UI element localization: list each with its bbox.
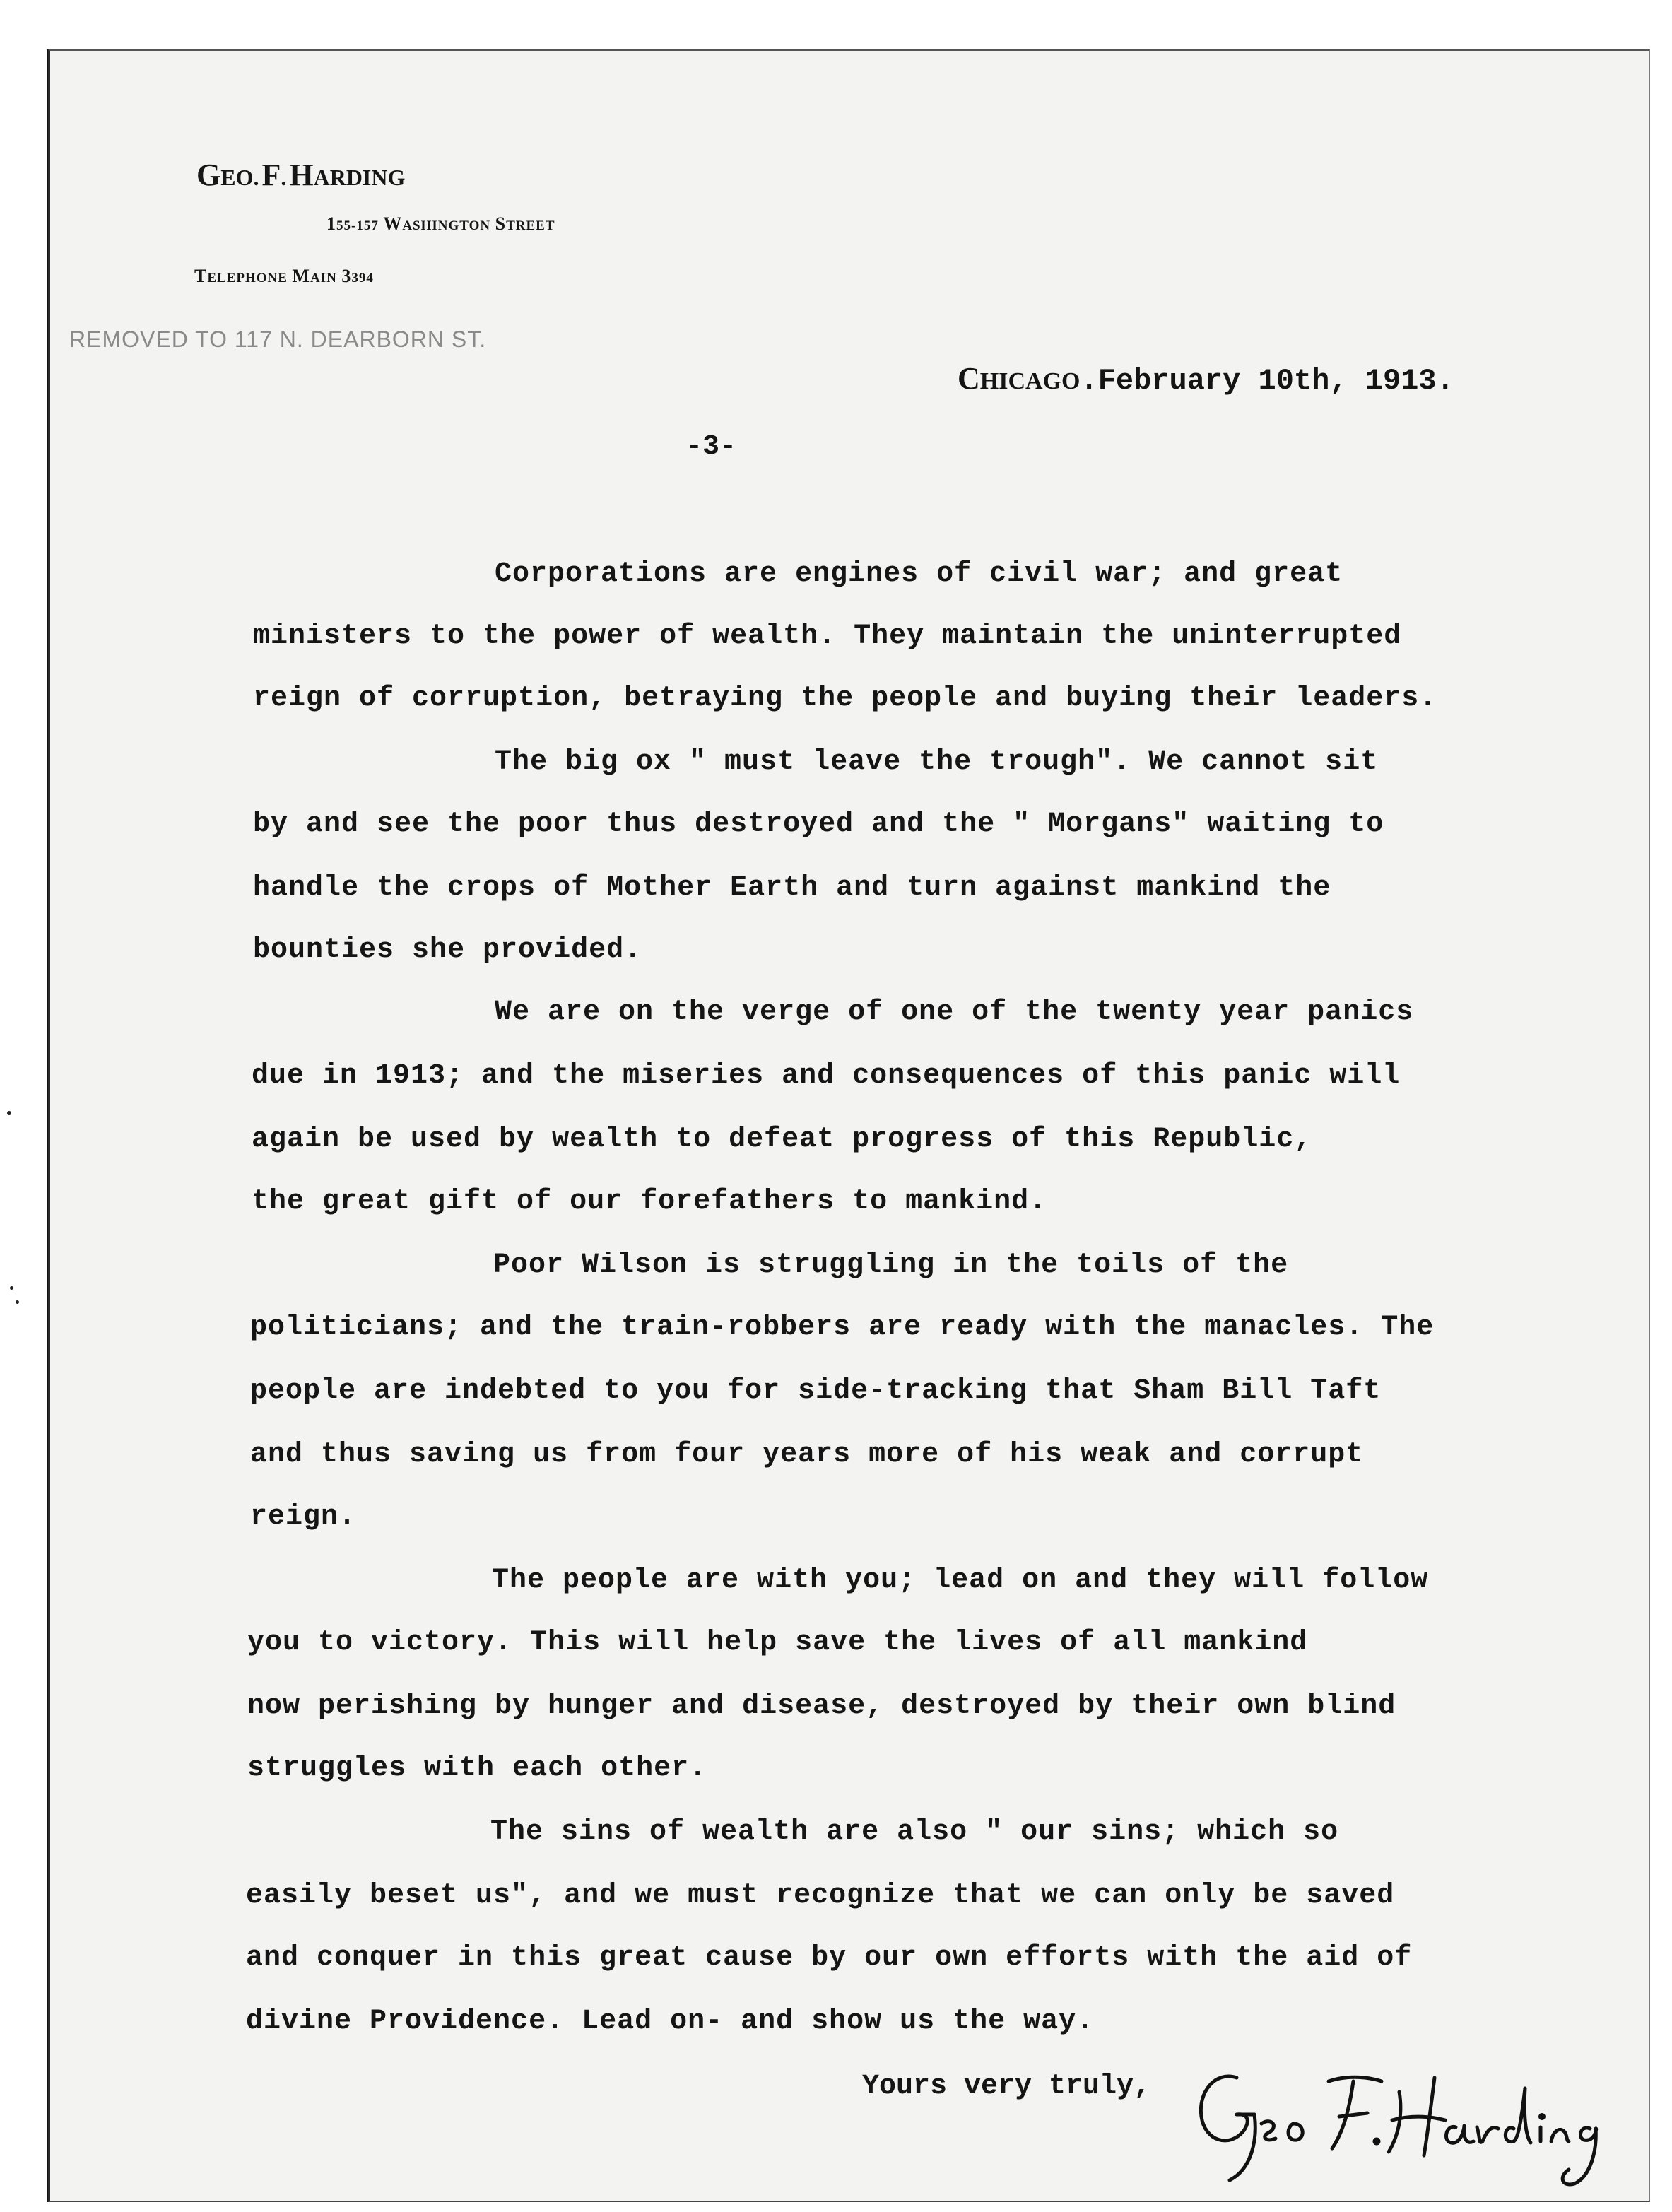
- letterhead-name: GEO. F. HARDING: [196, 158, 406, 192]
- signature: [1187, 2049, 1611, 2191]
- letterhead-address: 155-157 WASHINGTON STREET: [326, 213, 555, 234]
- body-line: again be used by wealth to defeat progress of this Republic,: [252, 1124, 1312, 1155]
- body-line: ministers to the power of wealth. They maintain the uninterrupted: [253, 620, 1402, 652]
- body-line: easily beset us", and we must recognize that we can only be saved: [246, 1880, 1395, 1912]
- body-line: struggles with each other.: [247, 1753, 707, 1784]
- body-line: We are on the verge of one of the twenty year panics: [495, 996, 1414, 1028]
- body-line: due in 1913; and the miseries and consequences of this panic will: [252, 1060, 1401, 1092]
- scan-speck: [7, 1111, 11, 1115]
- body-line: The sins of wealth are also " our sins; which so: [490, 1816, 1339, 1848]
- page-number: -3-: [685, 431, 737, 463]
- date-text: February 10th, 1913.: [1097, 364, 1454, 398]
- body-line: divine Providence. Lead on- and show us the way.: [246, 2006, 1095, 2037]
- body-line: Poor Wilson is struggling in the toils of the: [493, 1249, 1289, 1281]
- date-line: CHICAGO.February 10th, 1913.: [958, 361, 1454, 398]
- body-line: reign.: [250, 1501, 357, 1533]
- body-line: by and see the poor thus destroyed and the " Morgans" waiting to: [253, 808, 1384, 840]
- body-line: now perishing by hunger and disease, destroyed by their own blind: [247, 1690, 1396, 1722]
- closing: Yours very truly,: [862, 2071, 1151, 2102]
- scan-speck: [10, 1286, 13, 1290]
- body-line: and conquer in this great cause by our own efforts with the aid of: [246, 1942, 1413, 1974]
- body-line: Corporations are engines of civil war; and great: [495, 558, 1343, 590]
- body-line: reign of corruption, betraying the people and buying their leaders.: [253, 683, 1437, 714]
- body-line: bounties she provided.: [253, 934, 642, 966]
- body-line: you to victory. This will help save the lives of all mankind: [247, 1627, 1308, 1659]
- body-line: The people are with you; lead on and they will follow: [492, 1565, 1429, 1596]
- city: CHICAGO: [958, 361, 1081, 396]
- body-line: people are indebted to you for side-tracking that Sham Bill Taft: [250, 1375, 1382, 1407]
- body-line: the great gift of our forefathers to mankind.: [252, 1186, 1047, 1218]
- removed-stamp: REMOVED TO 117 N. DEARBORN ST.: [69, 326, 487, 352]
- body-line: politicians; and the train-robbers are ready with the manacles. The: [250, 1312, 1435, 1343]
- body-line: handle the crops of Mother Earth and turn against mankind the: [253, 872, 1331, 904]
- body-line: The big ox " must leave the trough". We cannot sit: [495, 746, 1379, 778]
- letterhead-telephone: TELEPHONE MAIN 3394: [194, 266, 374, 286]
- scan-speck: [16, 1300, 19, 1304]
- body-line: and thus saving us from four years more of his weak and corrupt: [250, 1439, 1364, 1471]
